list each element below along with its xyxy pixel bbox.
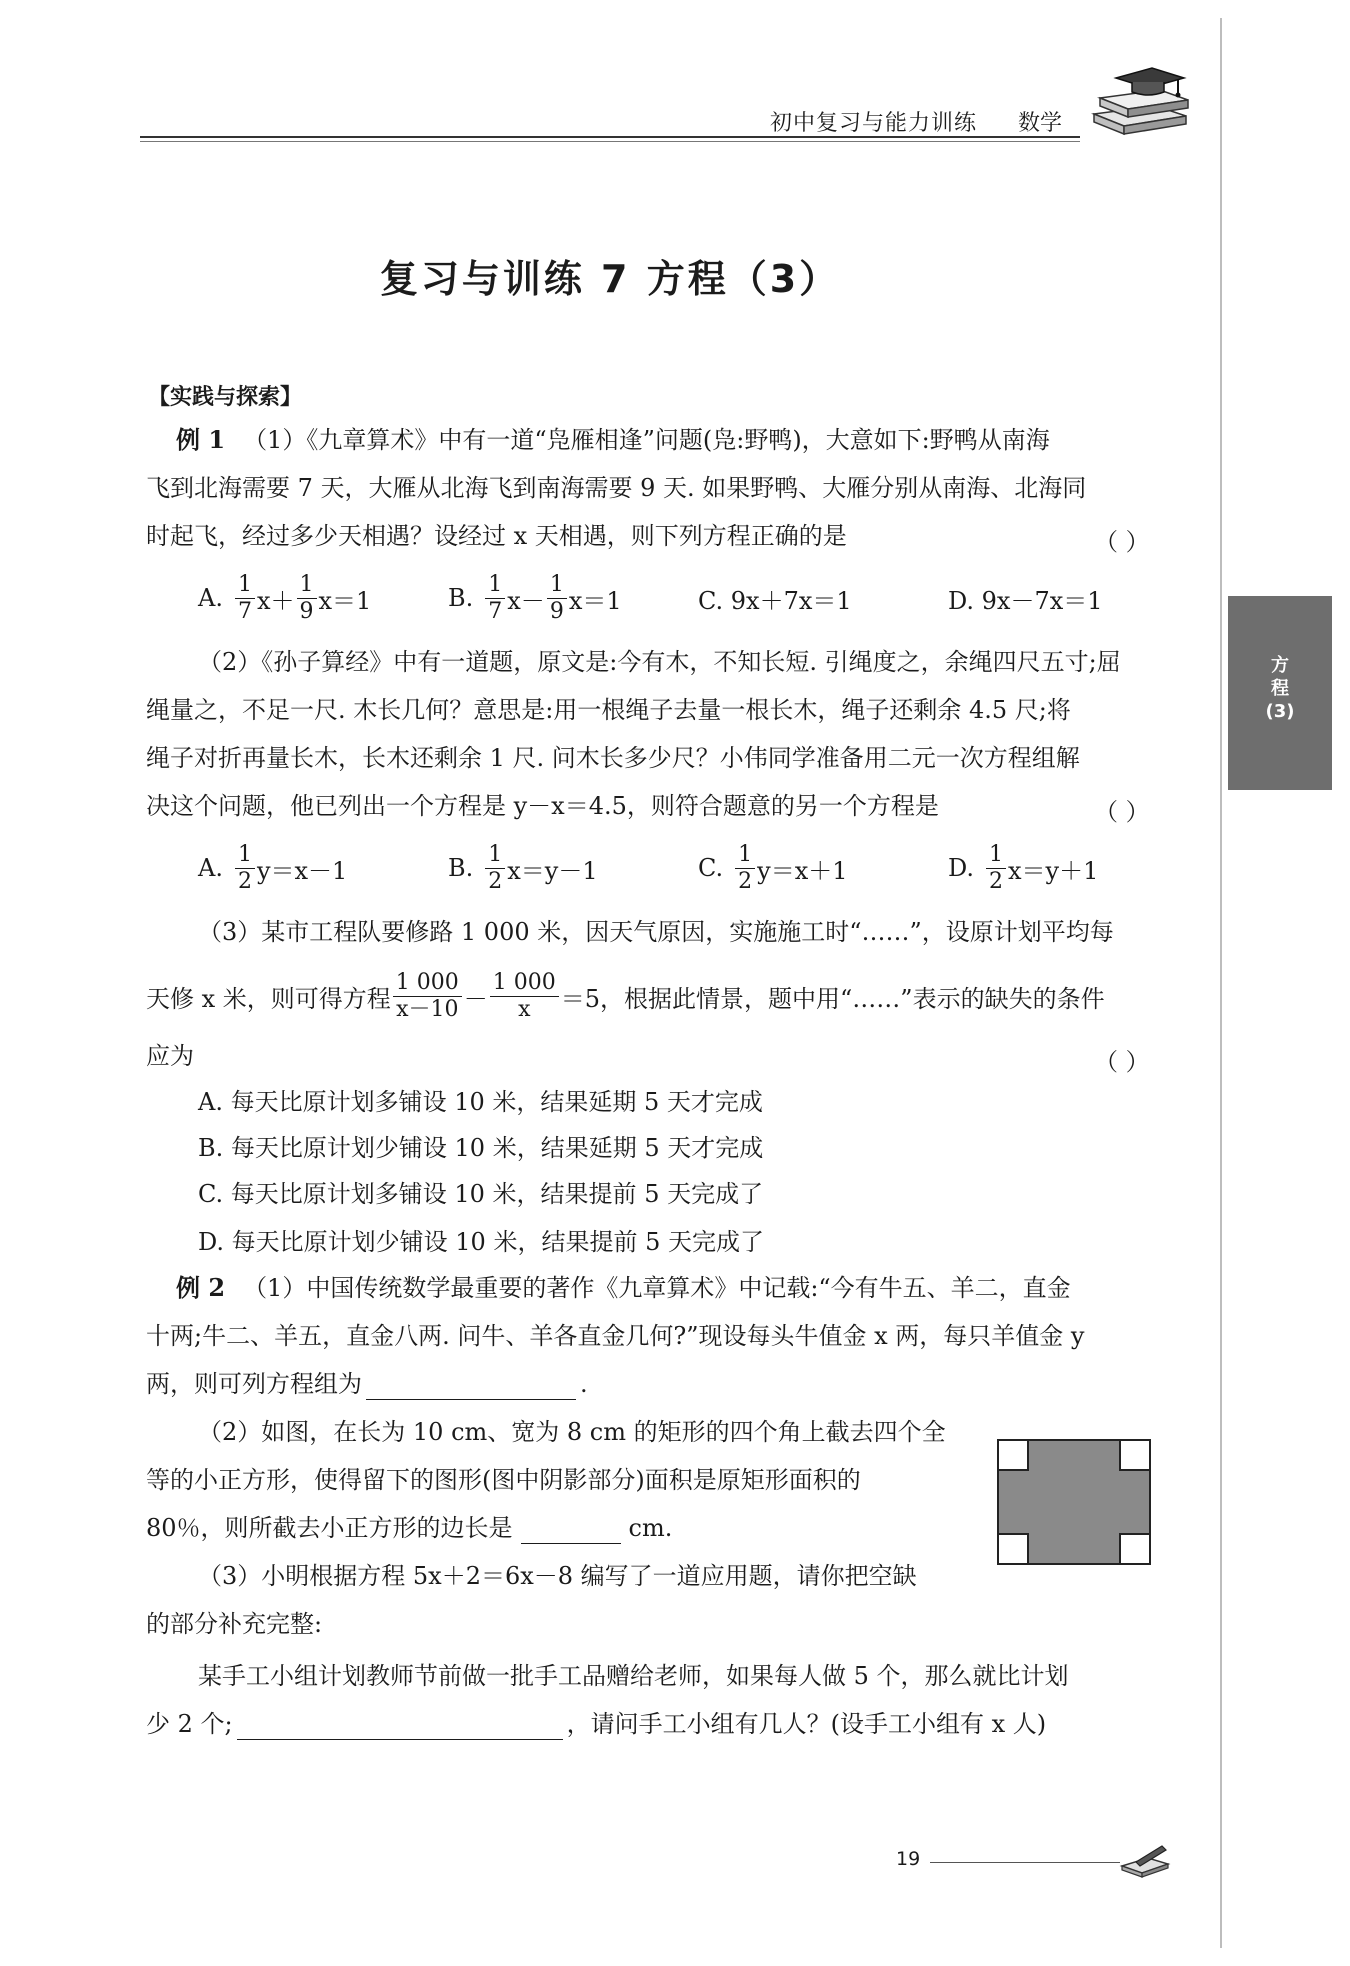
ex1-q2-option-a: A. $\frac{1}{2}$ y＝x－1 xyxy=(198,841,348,894)
ex1-q2-line2: 绳量之，不足一尺. 木长几何？意思是:用一根绳子去量一根长木，绳子还剩余 4.5 尺;将 xyxy=(146,696,1071,724)
ex1-q2-option-b: B. $\frac{1}{2}$ x＝y－1 xyxy=(448,841,598,894)
ex2-q2-line3: 80％，则所截去小正方形的边长是 cm. xyxy=(146,1514,673,1542)
section-label: 【实践与探索】 xyxy=(148,385,303,410)
ex2-q1-line3: 两，则可列方程组为 . xyxy=(146,1370,588,1398)
header-book-title: 初中复习与能力训练 xyxy=(770,111,978,136)
ex2-q3-line1: （3）小明根据方程 5x＋2＝6x－8 编写了一道应用题，请你把空缺 xyxy=(198,1562,917,1590)
ex1-q3-option-c: C. 每天比原计划多铺设 10 米，结果提前 5 天完成了 xyxy=(198,1180,764,1208)
ex1-q1-option-c: C. 9x＋7x＝1 xyxy=(698,586,852,615)
ex1-q3-line1: （3）某市工程队要修路 1 000 米，因天气原因，实施施工时“……”，设原计划平均每 xyxy=(198,918,1114,946)
ex1-q3-line2: 天修 x 米，则可得方程 $\frac{1 000}{x-10}$ － $\frac{1 000}{x}$ ＝5，根据此情景，题中用“……”表示的缺失的条件 xyxy=(146,969,1105,1022)
ex1-q2-answer-paren: （ ） xyxy=(1094,798,1150,826)
rectangle-figure xyxy=(996,1438,1152,1570)
ex1-q1-answer-paren: （ ） xyxy=(1094,528,1150,556)
ex2-q3-line3: 某手工小组计划教师节前做一批手工品赠给老师，如果每人做 5 个，那么就比计划 xyxy=(198,1662,1069,1690)
page-edge-line xyxy=(1220,18,1222,1948)
ex2-q2-answer-blank xyxy=(521,1515,621,1544)
ex1-q2-line3: 绳子对折再量长木，长木还剩余 1 尺. 问木长多少尺？小伟同学准备用二元一次方程组解 xyxy=(146,744,1080,772)
ex2-q1-answer-blank xyxy=(366,1371,576,1400)
ex1-q1-line1: 例 1 （1）《九章算术》中有一道“凫雁相逢”问题(凫:野鸭)，大意如下:野鸭从南海 xyxy=(176,425,1050,454)
ex2-q3-answer-blank xyxy=(237,1711,563,1740)
ex2-q3-line2: 的部分补充完整: xyxy=(146,1610,323,1638)
ex1-label: 例 1 xyxy=(176,425,226,454)
ex2-q1-line1: 例 2 （1）中国传统数学最重要的著作《九章算术》中记载:“今有牛五、羊二，直金 xyxy=(176,1273,1071,1302)
header-rule-thin xyxy=(140,141,1080,142)
header-rule xyxy=(140,136,1080,138)
ex1-q2-option-c: C. $\frac{1}{2}$ y＝x＋1 xyxy=(698,841,848,894)
ex1-q2-line1: （2）《孙子算经》中有一道题，原文是:今有木，不知长短. 引绳度之，余绳四尺五寸;屈 xyxy=(198,648,1121,676)
ex1-q2-line4: 决这个问题，他已列出一个方程是 y－x＝4.5，则符合题意的另一个方程是 xyxy=(146,792,939,820)
header-subject: 数学 xyxy=(1018,111,1063,136)
ex1-q1-line2: 飞到北海需要 7 天，大雁从北海飞到南海需要 9 天. 如果野鸭、大雁分别从南海、北海同 xyxy=(146,474,1087,502)
ex1-q3-answer-paren: （ ） xyxy=(1094,1048,1150,1076)
ex2-q1-line2: 十两;牛二、羊五，直金八两. 问牛、羊各直金几何?”现设每头牛值金 x 两，每只羊值金 y xyxy=(146,1322,1085,1350)
side-tab-line2: 程 xyxy=(1271,678,1289,699)
ex1-q3-option-a: A. 每天比原计划多铺设 10 米，结果延期 5 天才完成 xyxy=(198,1088,763,1116)
ex1-q2-option-d: D. $\frac{1}{2}$ x＝y＋1 xyxy=(948,841,1099,894)
ex2-q2-line2: 等的小正方形，使得留下的图形(图中阴影部分)面积是原矩形面积的 xyxy=(146,1466,861,1494)
ex1-q1-option-a: A. $\frac{1}{7}$ x＋ $\frac{1}{9}$ x＝1 xyxy=(198,571,372,624)
page-number: 19 xyxy=(896,1848,921,1870)
page-title: 复习与训练 7 方程（3） xyxy=(379,257,841,301)
ex1-q1-option-d: D. 9x－7x＝1 xyxy=(948,586,1103,615)
books-graduation-cap-icon xyxy=(1086,64,1196,140)
side-tab xyxy=(1228,596,1332,790)
ex2-q3-line4: 少 2 个; ，请问手工小组有几人？(设手工小组有 x 人) xyxy=(146,1710,1047,1738)
side-tab-line1: 方 xyxy=(1271,655,1289,676)
footer-rule xyxy=(930,1862,1120,1863)
ex2-q2-line1: （2）如图，在长为 10 cm、宽为 8 cm 的矩形的四个角上截去四个全 xyxy=(198,1418,946,1446)
pen-and-book-icon xyxy=(1118,1840,1174,1884)
ex1-q1-option-b: B. $\frac{1}{7}$ x－ $\frac{1}{9}$ x＝1 xyxy=(448,571,622,624)
ex1-q3-line3: 应为 xyxy=(146,1042,194,1070)
ex1-q3-option-d: D. 每天比原计划少铺设 10 米，结果提前 5 天完成了 xyxy=(198,1228,764,1256)
ex2-label: 例 2 xyxy=(176,1273,226,1302)
ex1-q3-option-b: B. 每天比原计划少铺设 10 米，结果延期 5 天才完成 xyxy=(198,1134,764,1162)
ex1-q1-line3: 时起飞，经过多少天相遇？设经过 x 天相遇，则下列方程正确的是 xyxy=(146,522,847,550)
side-tab-line3: (3) xyxy=(1265,701,1295,722)
